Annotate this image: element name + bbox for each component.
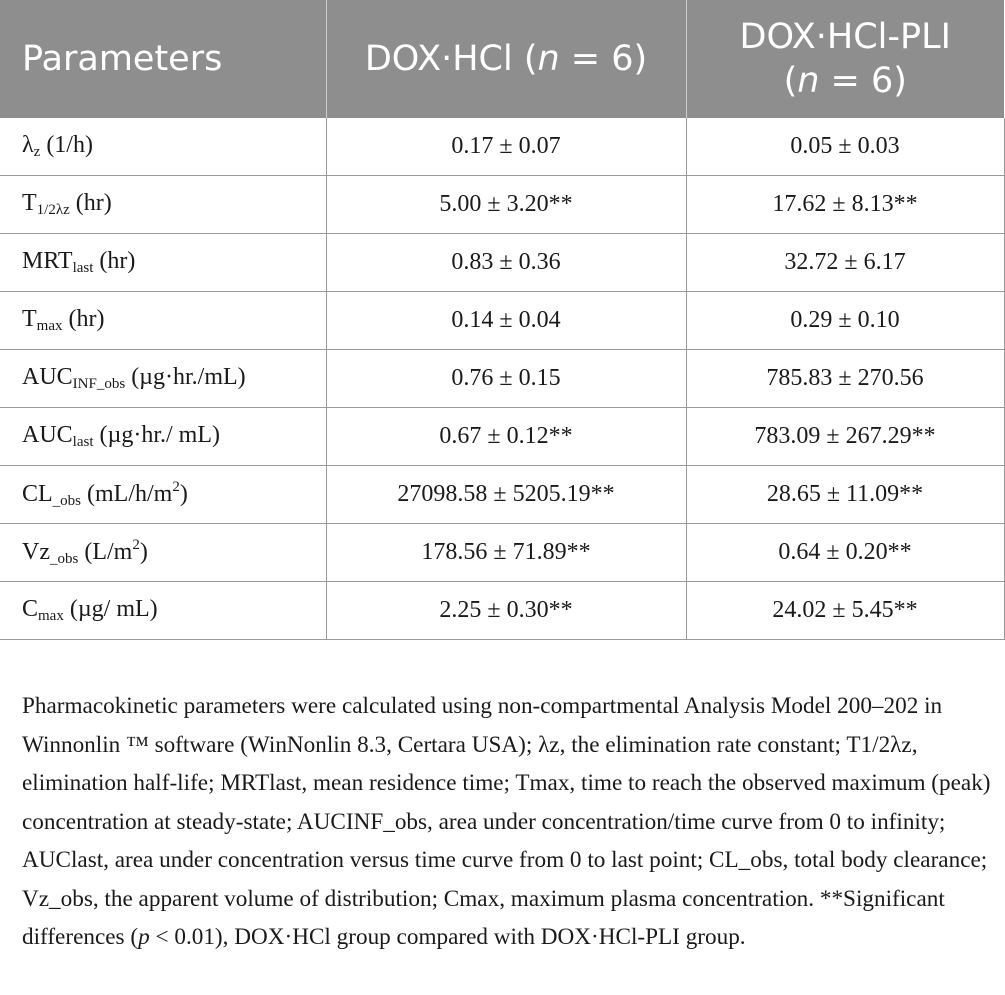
dox-hcl-pli-value: 24.02 ± 5.45**	[686, 582, 1004, 640]
param-main: λ	[22, 132, 34, 158]
param-unit: (L/m	[78, 539, 133, 565]
param-sub: INF_obs	[72, 376, 126, 392]
dox-hcl-value: 5.00 ± 3.20**	[326, 176, 686, 234]
header-dox-hcl-pli	[686, 0, 1004, 118]
header-dox-hcl-tail: = 6)	[559, 39, 648, 79]
param-unit: (µg·hr./ mL)	[93, 422, 220, 448]
param-sub: max	[38, 608, 64, 624]
table-row	[0, 350, 1004, 408]
table-row	[0, 466, 1004, 524]
param-sub: _obs	[49, 551, 79, 567]
param-unit: (hr)	[93, 248, 136, 274]
table-row	[0, 408, 1004, 466]
dox-hcl-value: 178.56 ± 71.89**	[326, 524, 686, 582]
param-unit: (mL/h/m	[81, 481, 173, 507]
param-cell	[0, 234, 326, 292]
dox-hcl-value: 0.83 ± 0.36	[326, 234, 686, 292]
param-sup: 2	[132, 537, 140, 553]
param-sub: _obs	[52, 493, 82, 509]
param-cell	[0, 118, 326, 176]
param-cell	[0, 524, 326, 582]
param-cell	[0, 582, 326, 640]
header-parameters	[0, 0, 326, 118]
header-dox-hcl-pli-tail: = 6)	[819, 61, 907, 101]
param-sub: max	[36, 318, 63, 334]
footnote-text: Pharmacokinetic parameters were calculated using non-compartmental Analysis Model 200–202 in Winnonlin ™ software (WinNonlin 8.3, Certara USA); λz, the elimination rate constant; T1/2λz, elimination half-life; MRTlast, mean residence time; Tmax, time to reach the observed maximum (peak) concentration at steady-state; AUCINF_obs, area under concentration/time curve from 0 to infinity; AUClast, area under concentration versus time curve from 0 to last point; CL_obs, total body clearance; Vz_obs, the apparent volume of distribution; Cmax, maximum plasma concentration. **Significant differences (	[22, 693, 991, 950]
table-row	[0, 524, 1004, 582]
dox-hcl-pli-value: 0.64 ± 0.20**	[686, 524, 1004, 582]
footnote-text-end: < 0.01), DOX·HCl group compared with DOX·HCl-PLI group.	[149, 924, 746, 950]
param-cell	[0, 408, 326, 466]
table-footnote	[22, 687, 997, 957]
param-main: Vz	[22, 539, 50, 565]
dox-hcl-pli-value: 17.62 ± 8.13**	[686, 176, 1004, 234]
table-row	[0, 176, 1004, 234]
dox-hcl-value: 0.17 ± 0.07	[326, 118, 686, 176]
header-dox-hcl-main: DOX·HCl (	[364, 39, 538, 79]
dox-hcl-pli-value: 0.29 ± 0.10	[686, 292, 1004, 350]
param-sup: 2	[172, 479, 180, 495]
header-dox-hcl-n: n	[537, 39, 560, 79]
param-cell	[0, 466, 326, 524]
param-main: AUC	[22, 422, 73, 448]
param-unit: (1/h)	[40, 132, 93, 158]
table-header-row	[0, 0, 1004, 118]
param-sub: last	[72, 434, 94, 450]
dox-hcl-value: 2.25 ± 0.30**	[326, 582, 686, 640]
dox-hcl-value: 27098.58 ± 5205.19**	[326, 466, 686, 524]
dox-hcl-pli-value: 28.65 ± 11.09**	[686, 466, 1004, 524]
table-row	[0, 234, 1004, 292]
dox-hcl-value: 0.14 ± 0.04	[326, 292, 686, 350]
dox-hcl-pli-value: 785.83 ± 270.56	[686, 350, 1004, 408]
param-main: AUC	[22, 364, 73, 390]
footnote-p-symbol: p	[138, 924, 150, 950]
param-main: C	[22, 596, 39, 622]
header-parameters-label: Parameters	[22, 39, 223, 79]
param-sub: z	[33, 144, 41, 160]
param-unit: (hr)	[62, 306, 105, 332]
param-main: CL	[22, 481, 53, 507]
header-dox-hcl-pli-line1: DOX·HCl-PLI	[739, 17, 951, 57]
param-sub: last	[72, 260, 94, 276]
param-unit: (µg·hr./mL)	[125, 364, 246, 390]
dox-hcl-value: 0.76 ± 0.15	[326, 350, 686, 408]
dox-hcl-pli-value: 783.09 ± 267.29**	[686, 408, 1004, 466]
header-dox-hcl-pli-n: n	[797, 61, 820, 101]
param-sub: 1/2λz	[36, 202, 70, 218]
param-main: MRT	[22, 248, 73, 274]
param-close: )	[139, 539, 148, 565]
dox-hcl-value: 0.67 ± 0.12**	[326, 408, 686, 466]
param-unit: (hr)	[69, 190, 112, 216]
table-row	[0, 118, 1004, 176]
header-dox-hcl-pli-open: (	[783, 61, 798, 101]
param-cell	[0, 350, 326, 408]
param-close: )	[179, 481, 188, 507]
param-cell	[0, 176, 326, 234]
header-dox-hcl	[326, 0, 686, 118]
param-unit: (µg/ mL)	[63, 596, 158, 622]
dox-hcl-pli-value: 32.72 ± 6.17	[686, 234, 1004, 292]
param-main: T	[22, 190, 37, 216]
header-dox-hcl-pli-line2	[687, 59, 1005, 103]
param-main: T	[22, 306, 37, 332]
table-row	[0, 582, 1004, 640]
param-cell	[0, 292, 326, 350]
table-row	[0, 292, 1004, 350]
dox-hcl-pli-value: 0.05 ± 0.03	[686, 118, 1004, 176]
